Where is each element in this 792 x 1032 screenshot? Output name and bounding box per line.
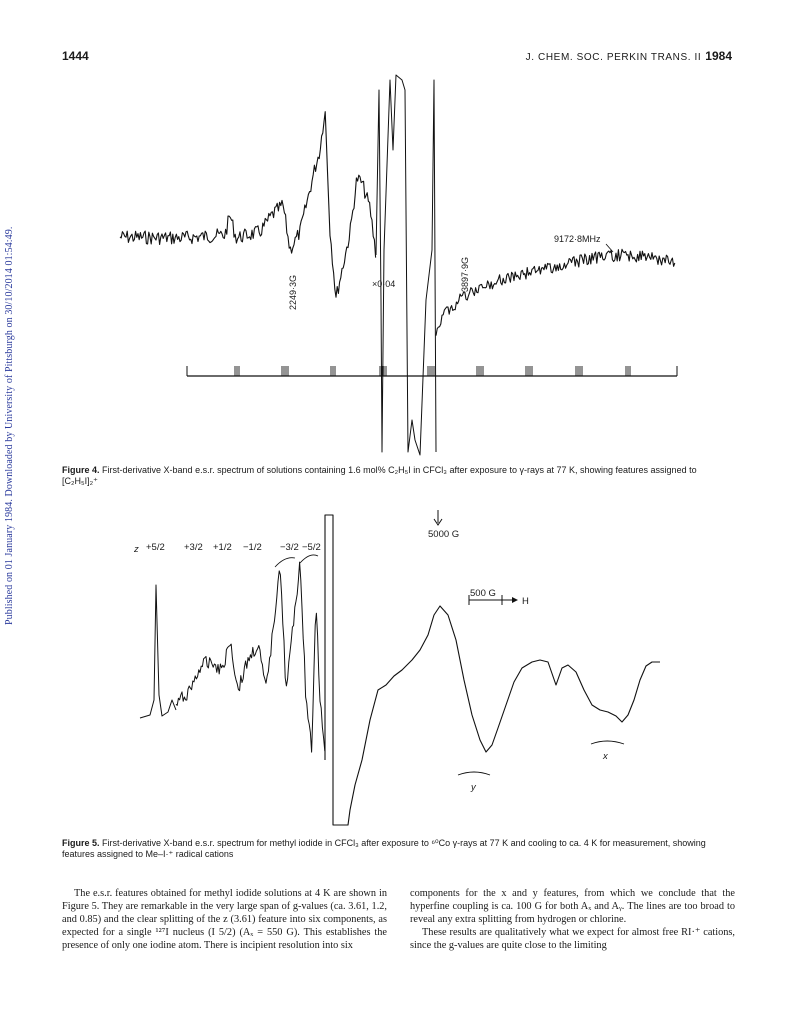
m-label-6: −5/2 <box>302 542 321 553</box>
figure-5-z-region <box>140 585 176 718</box>
journal-name: J. CHEM. SOC. PERKIN TRANS. II <box>525 52 702 63</box>
body-paragraph-1: The e.s.r. features obtained for methyl iodide solutions at 4 K are shown in Figure 5. They are remarkable in the very large span of g-values (ca. 3.61, 1.2, and 0.85) and the clear splitting of the z (3.61) feature into six components, as expected for a single ¹²⁷I nucleus (I 5/2) (Aₓ = 550 G). This establishes the presence of only one iodine atom. There is incipient resolution into six <box>62 888 387 951</box>
body-left-column <box>62 887 387 952</box>
scale-bar-label: 500 G <box>470 588 496 599</box>
figure-4-stick-axis <box>187 366 677 376</box>
body-paragraph-2: components for the x and y features, from which we conclude that the hyperfine coupling is ca. 100 G for both Aₓ and Aᵧ. The lines are too broad to reveal any extra splitting from hydrogen or chlorine. <box>410 888 735 925</box>
figure-4-spectrum <box>0 0 792 470</box>
m-label-2: +3/2 <box>184 542 203 553</box>
figure-5-caption-label: Figure 5. <box>62 838 100 848</box>
figure-4-caption <box>62 465 734 487</box>
page-number: 1444 <box>62 49 89 63</box>
figure-4-caption-label: Figure 4. <box>62 465 100 475</box>
scale-factor-label: ×0·04 <box>372 279 396 289</box>
m-label-5: −3/2 <box>280 542 299 553</box>
journal-year: 1984 <box>705 49 732 63</box>
figure-4-trace <box>120 75 675 455</box>
figure-5-broad-lines <box>325 515 660 825</box>
figure-5-spectrum <box>0 500 792 840</box>
figure-5-caption-text: First-derivative X-band e.s.r. spectrum for methyl iodide in CFCl₃ after exposure to ⁶⁰Co γ-rays at 77 K and cooling to ca. 4 K for measurement, showing features assigned to Me–I·⁺ radical cations <box>62 838 706 859</box>
figure-4-right-segment <box>436 249 675 335</box>
field-marker-label: 5000 G <box>428 529 460 540</box>
frequency-label: 9172·8MHz <box>554 234 601 244</box>
m-label-4: −1/2 <box>243 542 262 553</box>
y-feature-label: y <box>471 782 476 793</box>
body-right-column <box>410 887 735 952</box>
body-paragraph-3: These results are qualitatively what we expect for almost free RI·⁺ cations, since the g-values are quite close to the limiting <box>410 927 735 951</box>
download-notice: Published on 01 January 1984. Downloaded by University of Pittsburgh on 30/10/2014 01:54:49. <box>4 226 15 625</box>
x-feature-label: x <box>603 751 608 762</box>
figure-5-trace <box>140 515 660 825</box>
figure-5-mid-region <box>176 562 325 752</box>
m-label-3: +1/2 <box>213 542 232 553</box>
m-label-1: +5/2 <box>146 542 165 553</box>
figure-4-left-segment <box>120 112 376 298</box>
field-low-label: 2249·3G <box>288 274 298 310</box>
figure-4-caption-text: First-derivative X-band e.s.r. spectrum of solutions containing 1.6 mol% C₂H₅I in CFCl₃ after exposure to γ-rays at 77 K, showing features assigned to [C₂H₅I]₂⁺ <box>62 465 697 486</box>
field-high-label: 3897·9G <box>460 256 470 292</box>
figure-4-central-lines <box>376 75 436 455</box>
figure-5-caption <box>62 838 734 860</box>
frequency-pointer <box>606 244 613 252</box>
field-axis-label: H <box>522 596 529 607</box>
z-feature-label: z <box>134 544 139 555</box>
